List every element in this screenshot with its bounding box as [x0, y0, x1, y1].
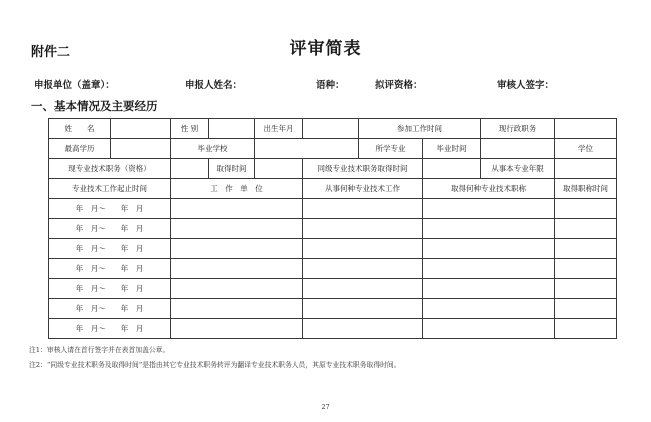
education-label: 最高学历: [49, 139, 111, 159]
experience-row: [49, 299, 617, 319]
language-label: 语种：: [316, 80, 345, 91]
years-cell[interactable]: [555, 159, 617, 179]
name-cell[interactable]: [111, 119, 171, 139]
period-cell[interactable]: 年 月～ 年 月: [49, 199, 171, 219]
reviewer-signature-label: 审核人签字：: [497, 80, 555, 91]
experience-row: [49, 199, 617, 219]
period-cell[interactable]: 年 月～ 年 月: [49, 319, 171, 339]
experience-header-row: [49, 179, 617, 199]
section-title: 一、基本情况及主要经历: [31, 99, 158, 113]
gender-label: 性 别: [171, 119, 209, 139]
basic-info-row-2: [49, 139, 617, 159]
title-time-cell[interactable]: [555, 299, 617, 319]
current-title-label: 现专业技术职务（资格）: [49, 159, 171, 179]
title-cell[interactable]: [423, 279, 555, 299]
unit-cell[interactable]: [171, 259, 303, 279]
period-header: 专业技术工作起止时间: [49, 179, 171, 199]
form-title: 评审简表: [289, 39, 362, 59]
basic-info-row-1: [49, 119, 617, 139]
major-label: 所学专业: [359, 139, 423, 159]
title-time-cell[interactable]: [555, 319, 617, 339]
work-cell[interactable]: [303, 239, 423, 259]
period-cell[interactable]: 年 月～ 年 月: [49, 279, 171, 299]
gender-cell[interactable]: [209, 119, 255, 139]
obtain-time-label: 取得时间: [209, 159, 255, 179]
same-level-time-label: 同级专业技术职务取得时间: [303, 159, 423, 179]
title-time-cell[interactable]: [555, 219, 617, 239]
unit-cell[interactable]: [171, 219, 303, 239]
applicant-name-label: 申报人姓名：: [185, 80, 243, 91]
period-cell[interactable]: 年 月～ 年 月: [49, 259, 171, 279]
experience-row: [49, 319, 617, 339]
school-cell[interactable]: [255, 139, 359, 159]
grad-time-label: 毕业时间: [423, 139, 481, 159]
experience-row: [49, 239, 617, 259]
title-cell[interactable]: [423, 239, 555, 259]
birth-label: 出生年月: [255, 119, 303, 139]
name-label: 姓 名: [49, 119, 111, 139]
title-time-cell[interactable]: [555, 199, 617, 219]
admin-post-cell[interactable]: [555, 119, 617, 139]
work-cell[interactable]: [303, 199, 423, 219]
unit-cell[interactable]: [171, 199, 303, 219]
obtain-time-cell[interactable]: [255, 159, 303, 179]
work-start-label: 参加工作时间: [359, 119, 481, 139]
experience-row: [49, 219, 617, 239]
qualification-label: 拟评资格：: [375, 80, 423, 91]
birth-cell[interactable]: [303, 119, 359, 139]
experience-row: [49, 279, 617, 299]
work-cell[interactable]: [303, 319, 423, 339]
education-cell[interactable]: [111, 139, 171, 159]
applicant-info-row: [0, 77, 651, 91]
school-label: 毕业学校: [171, 139, 255, 159]
title-cell[interactable]: [423, 199, 555, 219]
annex-label: 附件二: [31, 45, 71, 60]
period-cell[interactable]: 年 月～ 年 月: [49, 239, 171, 259]
degree-label: 学位: [555, 139, 617, 159]
work-header: 从事何种专业技术工作: [303, 179, 423, 199]
unit-cell[interactable]: [171, 319, 303, 339]
unit-cell[interactable]: [171, 279, 303, 299]
note-1: 注1：审核人请在首行签字并在表首加盖公章。: [29, 346, 170, 354]
years-label: 从事本专业年限: [481, 159, 555, 179]
unit-field-label: 申报单位（盖章）：: [34, 80, 115, 91]
work-cell[interactable]: [303, 219, 423, 239]
work-cell[interactable]: [303, 259, 423, 279]
title-cell[interactable]: [423, 259, 555, 279]
title-time-cell[interactable]: [555, 259, 617, 279]
title-cell[interactable]: [423, 319, 555, 339]
title-time-cell[interactable]: [555, 279, 617, 299]
title-time-cell[interactable]: [555, 239, 617, 259]
basic-info-row-3: [49, 159, 617, 179]
unit-cell[interactable]: [171, 239, 303, 259]
current-title-cell[interactable]: [171, 159, 209, 179]
title-time-header: 取得职称时间: [555, 179, 617, 199]
title-cell[interactable]: [423, 299, 555, 319]
note-2: 注2：“同级专业技术职务及取得时间”是指由其它专业技术职务转评为翻译专业技术职务人员，其原专业技术职务取得时间。: [29, 361, 401, 369]
work-cell[interactable]: [303, 279, 423, 299]
grad-time-cell[interactable]: [481, 139, 555, 159]
same-level-time-cell[interactable]: [423, 159, 481, 179]
period-cell[interactable]: 年 月～ 年 月: [49, 299, 171, 319]
title-cell[interactable]: [423, 219, 555, 239]
review-table: [48, 118, 617, 339]
unit-header: 工 作 单 位: [171, 179, 303, 199]
work-cell[interactable]: [303, 299, 423, 319]
page-number: 27: [321, 403, 330, 411]
period-cell[interactable]: 年 月～ 年 月: [49, 219, 171, 239]
title-header: 取得何种专业技术职称: [423, 179, 555, 199]
experience-row: [49, 259, 617, 279]
unit-cell[interactable]: [171, 299, 303, 319]
admin-post-label: 现行政职务: [481, 119, 555, 139]
